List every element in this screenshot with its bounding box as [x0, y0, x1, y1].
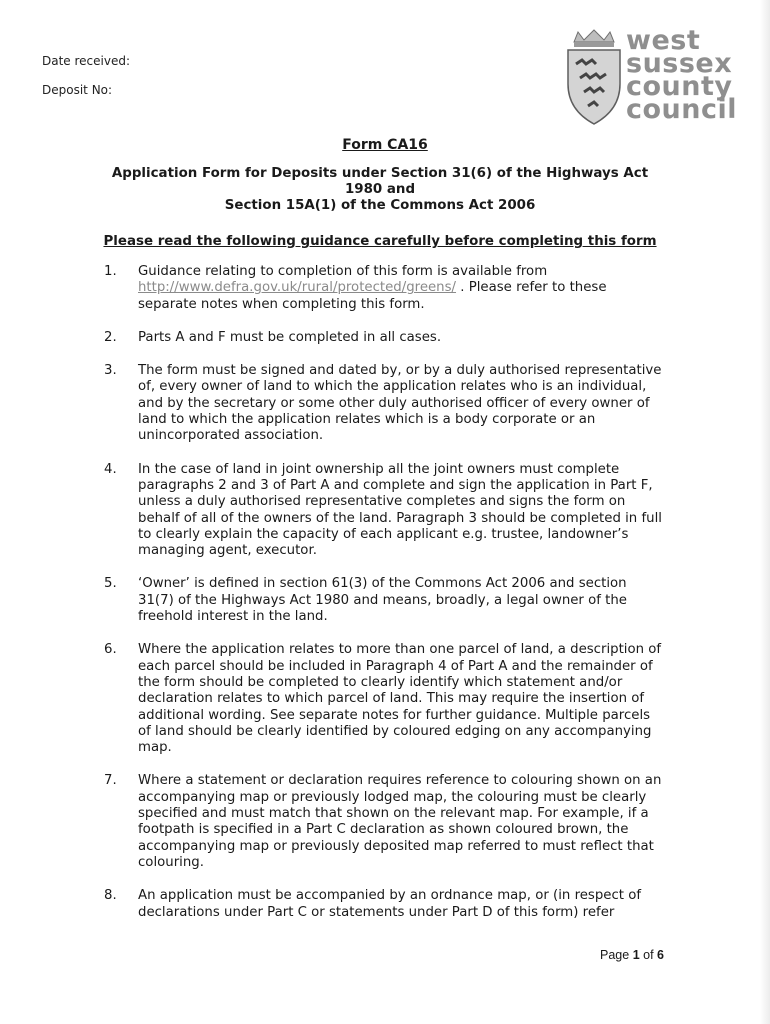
guidance-list: [104, 264, 664, 938]
of-word: of: [643, 948, 654, 962]
logo-line-county: county: [626, 71, 733, 102]
form-title: [80, 166, 680, 214]
item-number: 5.: [104, 576, 117, 592]
item-text: . Please refer to these separate notes when completing this form.: [138, 280, 607, 312]
guidance-item: [104, 576, 664, 625]
item-text: In the case of land in joint ownership all the joint owners must complete paragraphs 2 and 3 of Part A and complete and sign the application in Part F, unless a duly authorised representative completes and signs the form on behalf of all of the owners of the land. Paragraph 3 should be completed in full to clearly explain the capacity of each applicant e.g. trustee, landowner’s managing agent, executor.: [138, 461, 662, 559]
logo-line-west: west: [626, 25, 701, 56]
page-word: Page: [600, 948, 630, 962]
page-total: 6: [657, 948, 664, 962]
item-text: Where the application relates to more than one parcel of land, a description of each parcel should be included in Paragraph 4 of Part A and the remainder of the form should be completed to clearly identify which statement and/or declaration relates to which parcel of land. This may require the insertion of additional wording. See separate notes for further guidance. Multiple parcels of land should be clearly identified by coloured edging on any accompanying map.: [138, 642, 662, 756]
logo-line-council: council: [626, 94, 738, 125]
item-number: 3.: [104, 363, 117, 379]
form-title-line-3: Section 15A(1) of the Commons Act 2006: [224, 198, 536, 213]
defra-guidance-link[interactable]: http://www.defra.gov.uk/rural/protected/greens/: [138, 280, 457, 296]
guidance-item: [104, 888, 664, 921]
form-title-line-2: 1980 and: [344, 182, 416, 197]
item-text: The form must be signed and dated by, or by a duly authorised representative of, every owner of land to which the application relates who is an individual, and by the secretary or some other duly authorised officer of every owner of land to which the application relates which is a body corporate or an unincorporated association.: [138, 363, 662, 444]
item-text: An application must be accompanied by an ordnance map, or (in respect of declarations under Part C or statements under Part D of this form) refer: [138, 888, 642, 920]
form-title-line-1: Application Form for Deposits under Section 31(6) of the Highways Act: [111, 166, 649, 181]
guidance-heading: Please read the following guidance carefully before completing this form: [103, 234, 657, 249]
page-current: 1: [632, 948, 640, 962]
page-number: [600, 948, 664, 962]
guidance-item: [104, 264, 664, 313]
date-received-label: Date received:: [42, 54, 131, 68]
guidance-item: [104, 330, 664, 346]
guidance-item: [104, 642, 664, 756]
guidance-item: [104, 773, 664, 871]
item-number: 8.: [104, 888, 117, 904]
item-number: 6.: [104, 642, 117, 658]
crest-icon: [562, 28, 626, 128]
item-number: 4.: [104, 461, 117, 477]
item-text: ‘Owner’ is defined in section 61(3) of the Commons Act 2006 and section 31(7) of the Highways Act 1980 and means, broadly, a legal owner of the freehold interest in the land.: [138, 576, 627, 625]
item-number: 2.: [104, 329, 117, 345]
page-edge-shadow: [760, 0, 770, 1024]
form-code: Form CA16: [342, 137, 428, 153]
logo-line-sussex: sussex: [626, 48, 733, 79]
item-number: 1.: [104, 264, 117, 279]
item-number: 7.: [104, 773, 117, 789]
guidance-item: [104, 363, 664, 444]
logo-wordmark: [626, 25, 738, 125]
item-text: Parts A and F must be completed in all cases.: [138, 329, 442, 345]
council-logo: [562, 25, 762, 138]
deposit-no-label: Deposit No:: [42, 83, 113, 97]
item-text: Where a statement or declaration requires reference to colouring shown on an accompanying map or previously lodged map, the colouring must be clearly specified and must match that shown on the relevant map. For example, if a footpath is specified in a Part C declaration as shown coloured brown, the accompanying map or previously deposited map referred to must reflect that colouring.: [138, 773, 662, 870]
item-text: Guidance relating to completion of this form is available from: [138, 264, 548, 279]
guidance-item: [104, 462, 664, 560]
